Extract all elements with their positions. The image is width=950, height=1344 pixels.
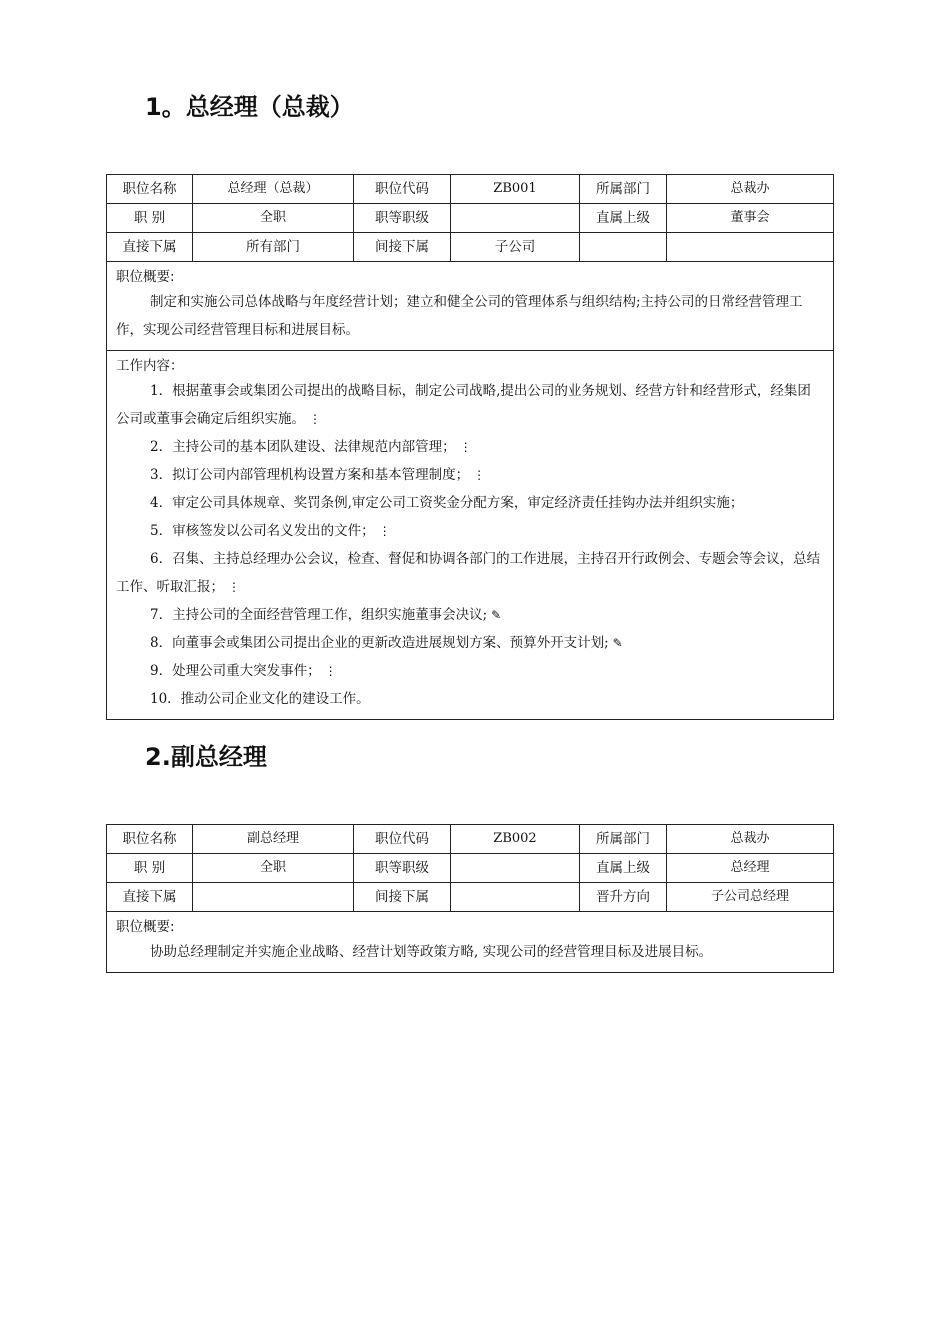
paragraph-mark-icon: ⋮ — [309, 412, 321, 426]
work-content-cell — [107, 351, 834, 720]
position-table-general-manager — [106, 174, 834, 720]
work-content-title: 工作内容： — [116, 358, 184, 374]
empty-cell — [580, 233, 667, 262]
value-grade — [451, 854, 580, 883]
label-position-code: 职位代码 — [354, 175, 451, 204]
paragraph-mark-icon: ✎ — [491, 608, 502, 622]
paragraph-mark-icon: ⋮ — [324, 664, 337, 678]
empty-cell — [667, 233, 834, 262]
value-indirect-subordinates: 子公司 — [451, 233, 580, 262]
label-position-name: 职位名称 — [107, 825, 193, 854]
work-item-text: 9．处理公司重大突发事件； — [150, 663, 321, 679]
work-item — [116, 601, 824, 629]
table-row — [107, 351, 834, 720]
value-department: 总裁办 — [667, 175, 834, 204]
label-position-name: 职位名称 — [107, 175, 193, 204]
position-table-deputy-general-manager — [106, 824, 834, 973]
table-row — [107, 854, 834, 883]
value-direct-superior: 总经理 — [667, 854, 834, 883]
label-direct-superior: 直属上级 — [580, 204, 667, 233]
work-item-text: 6．召集、主持总经理办公会议，检查、督促和协调各部门的工作进展，主持召开行政例会、专题会等会议，总结工作、听取汇报； — [116, 551, 821, 595]
work-item — [116, 629, 824, 657]
label-direct-superior: 直属上级 — [580, 854, 667, 883]
label-direct-subordinates: 直接下属 — [107, 233, 193, 262]
work-item — [116, 377, 824, 433]
label-promotion-path: 晋升方向 — [580, 883, 667, 912]
work-item — [116, 545, 824, 601]
work-item — [116, 461, 824, 489]
label-department: 所属部门 — [580, 175, 667, 204]
value-position-code: ZB002 — [451, 825, 580, 854]
value-department: 总裁办 — [667, 825, 834, 854]
work-item-text: 10．推动公司企业文化的建设工作。 — [150, 691, 370, 707]
paragraph-mark-icon: ⋮ — [473, 468, 486, 482]
value-job-type: 全职 — [193, 854, 354, 883]
position-summary-cell — [107, 262, 834, 351]
label-position-code: 职位代码 — [354, 825, 451, 854]
value-direct-superior: 董事会 — [667, 204, 834, 233]
value-position-code: ZB001 — [451, 175, 580, 204]
work-item — [116, 685, 824, 713]
summary-text: 制定和实施公司总体战略与年度经营计划；建立和健全公司的管理体系与组织结构;主持公司的日常经营管理工作，实现公司经营管理目标和进展目标。 — [116, 294, 803, 338]
label-direct-subordinates: 直接下属 — [107, 883, 193, 912]
summary-title: 职位概要: — [116, 919, 175, 935]
work-item-text: 7．主持公司的全面经营管理工作，组织实施董事会决议; — [150, 607, 488, 623]
work-item — [116, 517, 824, 545]
value-direct-subordinates — [193, 883, 354, 912]
table-row — [107, 233, 834, 262]
work-content-list — [116, 377, 824, 713]
value-grade — [451, 204, 580, 233]
table-row — [107, 912, 834, 973]
paragraph-mark-icon: ⋮ — [228, 580, 240, 594]
label-job-type: 职 别 — [107, 204, 193, 233]
label-indirect-subordinates: 间接下属 — [354, 233, 451, 262]
work-item-text: 5．审核签发以公司名义发出的文件； — [150, 523, 375, 539]
work-item-text: 2．主持公司的基本团队建设、法律规范内部管理； — [150, 439, 456, 455]
work-item — [116, 657, 824, 685]
paragraph-mark-icon: ⋮ — [459, 440, 472, 454]
label-department: 所属部门 — [580, 825, 667, 854]
label-grade: 职等职级 — [354, 204, 451, 233]
value-position-name: 总经理（总裁） — [193, 175, 354, 204]
value-position-name: 副总经理 — [193, 825, 354, 854]
work-item-text: 3．拟订公司内部管理机构设置方案和基本管理制度； — [150, 467, 470, 483]
paragraph-mark-icon: ✎ — [612, 636, 623, 650]
section-1-heading: 1。总经理（总裁） — [145, 93, 354, 121]
table-row — [107, 262, 834, 351]
table-row — [107, 175, 834, 204]
value-promotion-path: 子公司总经理 — [667, 883, 834, 912]
label-indirect-subordinates: 间接下属 — [354, 883, 451, 912]
summary-title: 职位概要: — [116, 269, 175, 285]
label-job-type: 职 别 — [107, 854, 193, 883]
value-job-type: 全职 — [193, 204, 354, 233]
work-item-text: 8．向董事会或集团公司提出企业的更新改造进展规划方案、预算外开支计划; — [150, 635, 609, 651]
work-item — [116, 489, 824, 517]
table-row — [107, 825, 834, 854]
work-item-text: 4．审定公司具体规章、奖罚条例,审定公司工资奖金分配方案，审定经济责任挂钩办法并组织实施； — [150, 495, 744, 511]
value-indirect-subordinates — [451, 883, 580, 912]
position-summary-cell — [107, 912, 834, 973]
summary-text: 协助总经理制定并实施企业战略、经营计划等政策方略, 实现公司的经营管理目标及进展目标。 — [150, 944, 713, 960]
section-2-heading: 2.副总经理 — [145, 743, 267, 771]
table-row — [107, 883, 834, 912]
work-item — [116, 433, 824, 461]
work-item-text: 1．根据董事会或集团公司提出的战略目标，制定公司战略,提出公司的业务规划、经营方针和经营形式，经集团公司或董事会确定后组织实施。 — [116, 383, 811, 427]
value-direct-subordinates: 所有部门 — [193, 233, 354, 262]
label-grade: 职等职级 — [354, 854, 451, 883]
paragraph-mark-icon: ⋮ — [378, 524, 391, 538]
table-row — [107, 204, 834, 233]
